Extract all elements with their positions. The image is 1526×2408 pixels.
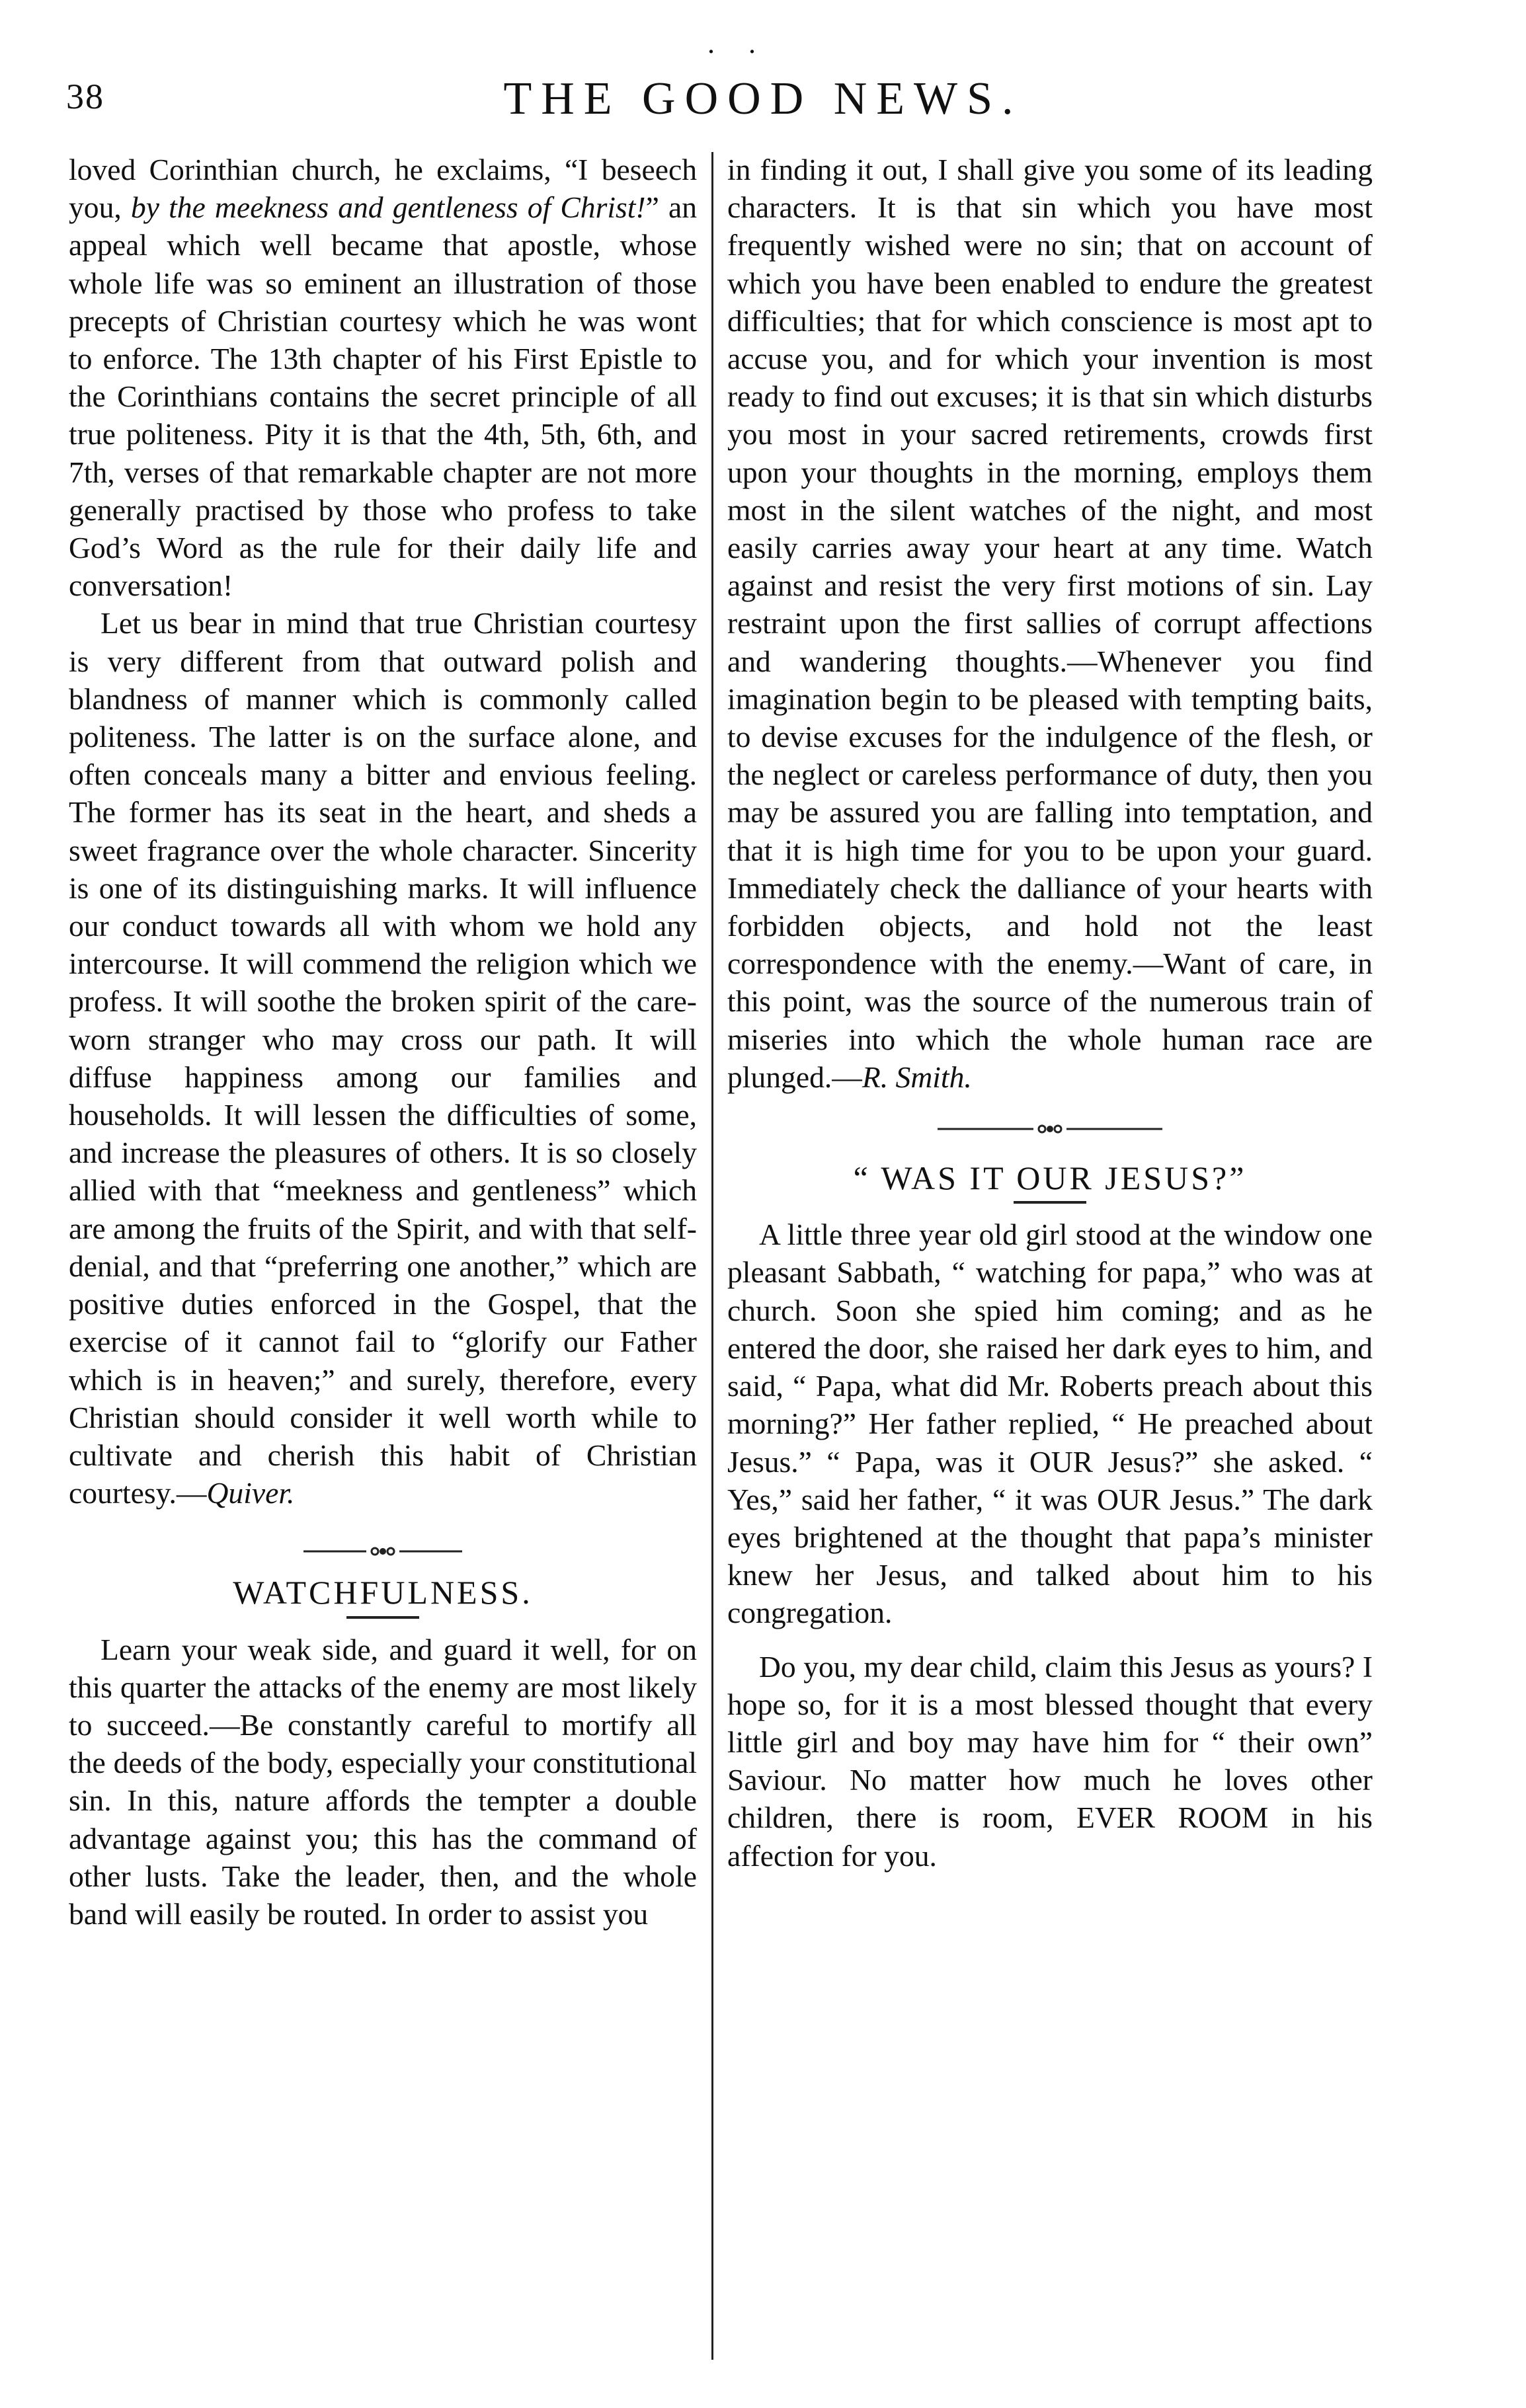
heading-underline: [346, 1616, 419, 1619]
right-continuation-source: R. Smith.: [862, 1060, 972, 1094]
section-ornament-right: [938, 1116, 1162, 1142]
watchfulness-paragraph: Learn your weak side, and guard it well, for on this quarter the attacks of the enemy are most likely to succeed.—Be constantly careful to mortify all the deeds of the body, especially your constitutional sin. In this, nature affords the tempter a double advantage against you; this has the command of other lusts. Take the leader, then, and the whole band will easily be routed. In order to assist you: [69, 1632, 697, 1931]
jesus-heading: “ WAS IT OUR JESUS?”: [853, 1159, 1247, 1197]
courtesy-source: Quiver.: [206, 1476, 295, 1510]
jesus-paragraph-2: Do you, my dear child, claim this Jesus as yours? I hope so, for it is a most blessed thought that every little girl and boy may have him for “ their own” Saviour. No matter how much he loves other children, there is room, EVER ROOM in his affection for you.: [727, 1649, 1373, 1873]
right-continuation-text: in finding it out, I shall give you some of its leading characters. It is that sin which you have most frequently wished were no sin; that on account of which you have been enabled to endure the greatest difficulties; that for which conscience is most apt to accuse you, and for which your invention is most ready to find out excuses; it is that sin which disturbs you most in your sacred retirements, crowds first upon your thoughts in the morning, employs them most in the silent watches of the night, and most easily carries away your heart at any time. Watch against and resist the very first motions of sin. Lay restraint upon the first sallies of corrupt affections and wandering thoughts.—Whenever you find imagination begin to be pleased with tempting baits, to devise excuses for the indulgence of the flesh, or the neglect or careless performance of duty, then you may be assured you are falling into temptation, and that it is high time for you to be upon your guard. Immediately check the dalliance of your hearts with forbidden objects, and hold not the least correspondence with the enemy.—Want of care, in this point, was the source of the numerous train of miseries into which the whole human race are plunged.—: [727, 153, 1373, 1094]
courtesy-text: Let us bear in mind that true Christian courtesy is very different from that outward polish and blandness of manner which is commonly called politeness. The latter is on the surface alone, and often conceals many a bitter and envious feeling. The former has its seat in the heart, and sheds a sweet fragrance over the whole character. Sincerity is one of its distinguishing marks. It will influence our conduct towards all with whom we hold any intercourse. It will commend the religion which we profess. It will soothe the broken spirit of the care-worn stranger who may cross our path. It will diffuse happiness among our families and households. It will lessen the difficulties of some, and increase the pleasures of others. It is so closely allied with that “meekness and gentleness” which are among the fruits of the Spirit, and with that self-denial, and that “preferring one another,” which are positive duties enforced in the Gospel, that the exercise of it cannot fail to “glorify our Father which is in heaven;” and surely, therefore, every Christian should consider it well worth while to cultivate and cherish this habit of Christian courtesy.—: [69, 606, 697, 1510]
right-continuation-paragraph: [727, 151, 1373, 1096]
courtesy-paragraph: [69, 604, 697, 1512]
watchfulness-heading: WATCHFULNESS.: [233, 1574, 533, 1612]
left-continuation-paragraph: [69, 151, 697, 604]
continuation-quote-italic: by the meekness and gentleness of Christ!: [130, 190, 646, 225]
continuation-text-a: loved Corinthian church, he exclaims, “I beseech you,: [69, 153, 697, 225]
continuation-text-b: ” an appeal which well became that apostle, whose whole life was so eminent an illustration of those precepts of Christian courtesy which he was wont to enforce. The 13th chapter of his First Epistle to the Corinthians contains the secret principle of all true politeness. Pity it is that the 4th, 5th, 6th, and 7th, verses of that remarkable chapter are not more generally practised by those who profess to take God’s Word as the rule for their daily life and conversation!: [69, 190, 697, 603]
page-header: [40, 26, 1486, 124]
heading-underline-right: [1014, 1201, 1086, 1204]
jesus-paragraph-1: A little three year old girl stood at the window one pleasant Sabbath, “ watching for papa,” who was at church. Soon she spied him coming; and as he entered the door, she raised her dark eyes to him, and said, “ Papa, what did Mr. Roberts preach about this morning?” Her father replied, “ He preached about Jesus.” “ Papa, was it OUR Jesus?” she asked. “ Yes,” said her father, “ it was OUR Jesus.” The dark eyes brightened at the thought that papa’s minister knew her Jesus, and talked about him to his congregation.: [727, 1218, 1373, 1630]
masthead-title: THE GOOD NEWS.: [503, 73, 1023, 124]
right-column: [727, 151, 1373, 2378]
left-column: [69, 151, 697, 2378]
section-ornament: [303, 1538, 462, 1565]
page-number: 38: [66, 77, 104, 116]
top-dots: . .: [707, 27, 769, 59]
column-divider: [711, 152, 713, 2360]
